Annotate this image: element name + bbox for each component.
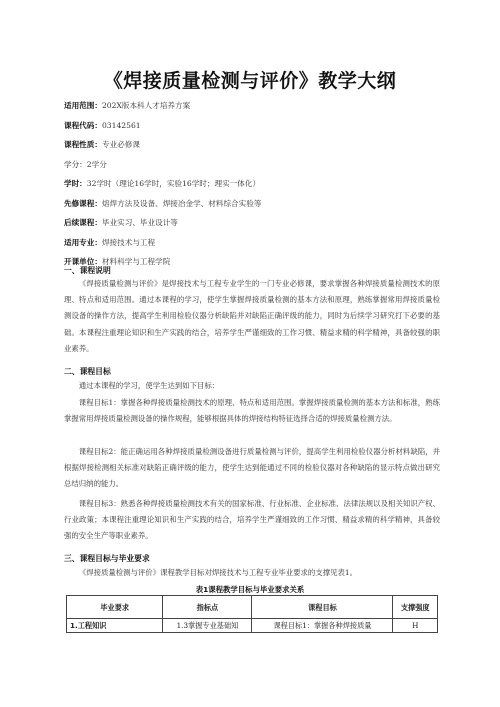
meta-row-credits: 学分：2学分 <box>64 159 107 169</box>
section-heading-description: 一、课程说明 <box>64 266 111 275</box>
meta-row-nature: 课程性质：专业必修课 <box>64 140 140 149</box>
header-graduation-requirement: 毕业要求 <box>67 596 163 619</box>
section-description-text: 《焊接质量检测与评价》是焊接技术与工程专业学生的一门专业必修课，要求掌握各种焊接质量检测技术的原理、特点和适用范围。通过本课程的学习，使学生掌握焊接质量检测的基本方法和原理，熟练掌握常用焊接质量检测设备的操作方法，提高学生利用检验仪器分析缺陷并对缺陷正确评级的能力，同时为后续学习研究打下必要的基础。本课程注重理论知识和生产实践的结合，培养学生严谨细致的工作习惯、精益求精的科学精神，具备较强的职业素养。 <box>64 279 440 353</box>
section-heading-requirements: 三、课程目标与毕业要求 <box>64 554 150 563</box>
table-cell: H <box>393 619 438 633</box>
table-cell: 课程目标1：掌握各种焊接质量 <box>252 619 393 633</box>
meta-row-major: 适用专业：焊接技术与工程 <box>64 237 156 247</box>
table-header-row <box>67 596 438 619</box>
table-cell: 1.工程知识 <box>67 619 163 633</box>
meta-row-unit: 开课单位：材料科学与工程学院 <box>64 257 171 266</box>
table-caption: 表1课程教学目标与毕业要求关系 <box>195 585 305 594</box>
table-cell: 1.3掌握专业基础知 <box>163 619 252 633</box>
meta-row-prerequisites: 先修课程：熔焊方法及设备、焊接冶金学、材料综合实验等 <box>64 198 262 208</box>
meta-row-hours: 学时：32学时（理论16学时，实验16学时；理实一体化） <box>64 179 261 188</box>
requirements-table <box>66 595 438 633</box>
table-row <box>67 619 438 633</box>
header-support-strength: 支撑强度 <box>393 596 438 619</box>
header-course-goal: 课程目标 <box>252 596 393 619</box>
goal-2: 课程目标2：能正确运用各种焊接质量检测设备进行质量检测与评价，提高学生利用检验仪器分析材料缺陷，并根据焊接检测相关标准对缺陷正确评级的能力，使学生达到能通过不同的检验仪器对各种缺陷的显示特点做出研究总结归纳的能力。 <box>64 447 440 489</box>
meta-row-code: 课程代码：03142561 <box>64 120 141 130</box>
goals-intro: 通过本课程的学习，使学生达到如下目标： <box>78 381 220 390</box>
header-indicator: 指标点 <box>163 596 252 619</box>
meta-row-scope: 适用范围：202X版本科人才培养方案 <box>64 101 191 110</box>
meta-row-followup: 后续课程：毕业实习、毕业设计等 <box>64 218 178 227</box>
goal-3: 课程目标3：熟悉各种焊接质量检测技术有关的国家标准、行业标准、企业标准、法律法规以及相关知识产权、行业政策；本课程注重理论知识和生产实践的结合，培养学生严谨细致的工作习惯、精益求精的科学精神，具备较强的安全生产等职业素养。 <box>64 499 440 541</box>
requirements-text: 《焊接质量检测与评价》课程教学目标对焊接技术与工程专业毕业要求的支撑见表1。 <box>78 568 357 577</box>
course-meta <box>64 96 444 272</box>
section-heading-goals: 二、课程目标 <box>64 367 111 376</box>
page-title: 《焊接质量检测与评价》教学大纲 <box>103 70 397 92</box>
goal-1: 课程目标1：掌握各种焊接质量检测技术的原理、特点和适用范围。掌握焊接质量检测的基本方法和标准，熟练掌握常用焊接质量检测设备的操作规程，能够根据具体的焊接结构特征选择合适的焊接质量检测方法。 <box>64 398 440 424</box>
